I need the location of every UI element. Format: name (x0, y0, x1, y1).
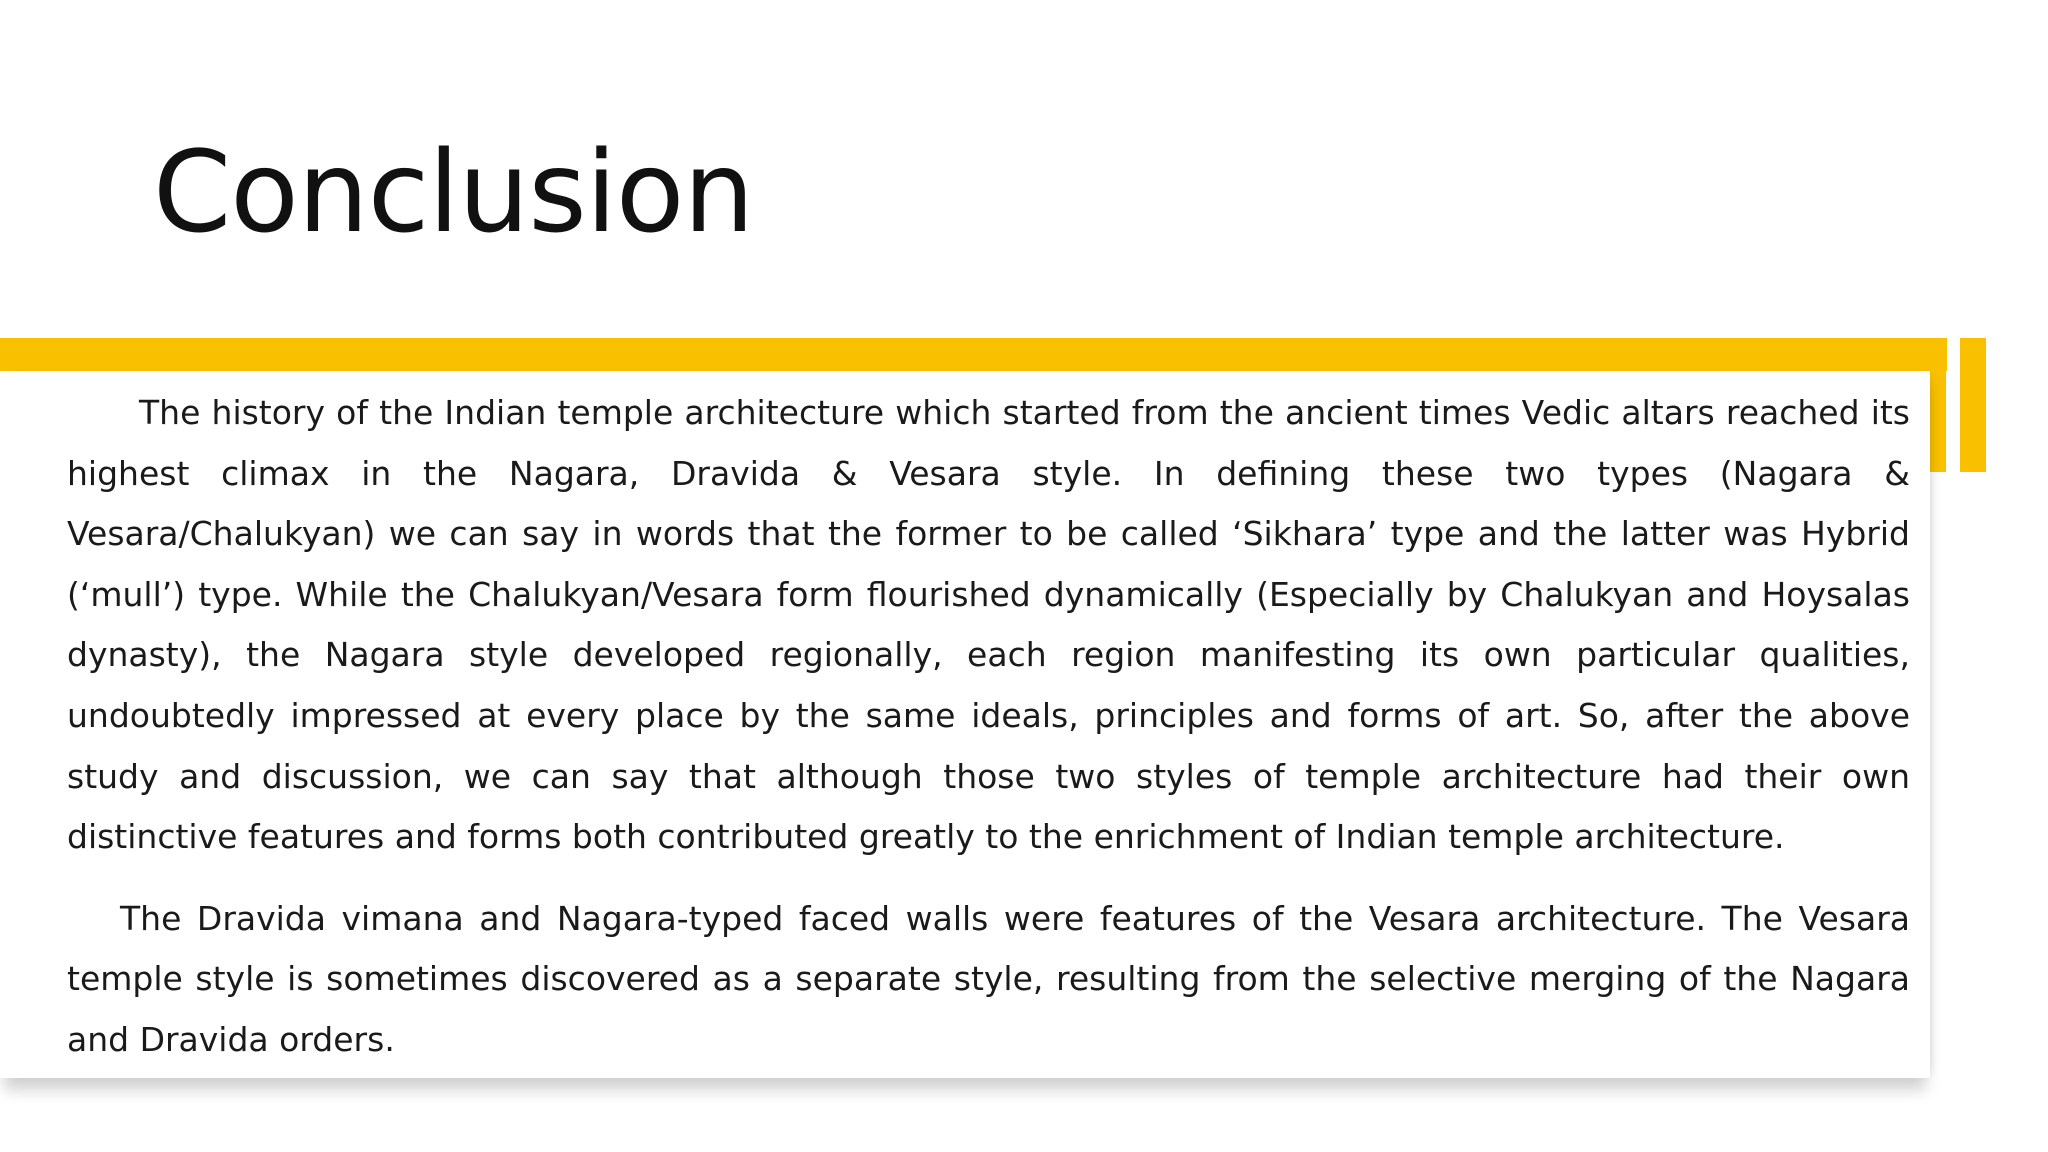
paragraph-2: The Dravida vimana and Nagara-typed faced walls were features of the Vesara architecture. The Vesara temple style is sometimes discovered as a separate style, resulting from the selective merging of the Nagara and Dravida orders. (67, 898, 1910, 1059)
accent-vertical-bar-outer (1960, 338, 1986, 472)
body-text (67, 383, 1910, 1071)
accent-vertical-bar-inner (1928, 338, 1946, 472)
accent-bar (0, 338, 1947, 371)
slide-title: Conclusion (153, 128, 754, 258)
paragraph-1: The history of the Indian temple architecture which started from the ancient times Vedic altars reached its highest climax in the Nagara, Dravida & Vesara style. In defining these two types (Nagara & Vesara/Chalukyan) we can say in words that the former to be called ‘Sikhara’ type and the latter was Hybrid (‘mull’) type. While the Chalukyan/Vesara form flourished dynamically (Especially by Chalukyan and Hoysalas dynasty), the Nagara style developed regionally, each region manifesting its own particular qualities, undoubtedly impressed at every place by the same ideals, principles and forms of art. So, after the above study and discussion, we can say that although those two styles of temple architecture had their own distinctive features and forms both contributed greatly to the enrichment of Indian temple architecture. (67, 393, 1910, 857)
